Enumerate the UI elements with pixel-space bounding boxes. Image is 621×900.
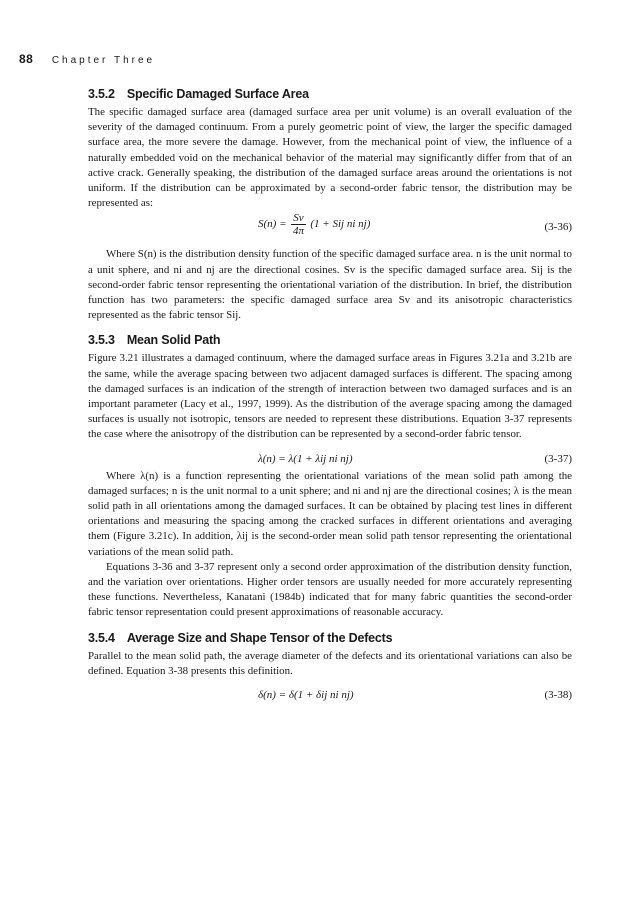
section-heading — [88, 333, 572, 347]
fraction-numerator: Sv — [293, 212, 304, 225]
running-header — [19, 50, 155, 68]
equation-number: (3-36) — [544, 221, 572, 234]
section-number: 3.5.3 — [88, 333, 115, 348]
equation-body: δ(n) = δ(1 + δij ni nj) — [258, 689, 354, 702]
equation-body — [258, 212, 370, 237]
equation-3-37 — [88, 443, 572, 469]
section-title: Average Size and Shape Tensor of the Defects — [126, 630, 393, 645]
fraction-denominator: 4π — [292, 225, 304, 238]
section-title: Mean Solid Path — [126, 333, 221, 348]
equation-number: (3-38) — [544, 689, 572, 702]
paragraph: Equations 3-36 and 3-37 represent only a second order approximation of the distribution density function, and the variation over orientations. Higher order tensors are usually needed for more accurately representing these functions. Nevertheless, Kanatani (1984b) indicated that for many fabric quantities the second-order fabric tensor representation could present approximations of reasonable accuracy. — [88, 560, 572, 619]
paragraph: Figure 3.21 illustrates a damaged continuum, where the damaged surface areas in Figures 3.21a and 3.21b are the same, while the average spacing between two adjacent damaged surfaces is different. The spacing among the damaged surfaces is an indication of the strength of interaction between two damaged surfaces and is an important parameter (Lacy et al., 1997, 1999). As the distribution of the average spacing among the damaged surfaces is usually not isotropic, tensors are needed to represent these distributions. Equation 3-37 represents the case where the anisotropy of the distribution can be represented by a second-order fabric tensor. — [88, 352, 572, 441]
page-body — [88, 87, 572, 705]
paragraph: Where λ(n) is a function representing the orientational variations of the mean solid path among the damaged surfaces; n is the unit normal to a unit sphere; and ni and nj are the directional cosines; λ is the mean solid path in all orientations among the damaged surfaces. It can be obtained by placing test lines in different orientations and measuring the spacing among the cracked surfaces in different orientations and averaging them (Figure 3.21c). In addition, λij is the second-order mean solid path tensor representing the orientational variations of the mean solid path. — [88, 469, 572, 558]
paragraph: The specific damaged surface area (damaged surface area per unit volume) is an overall evaluation of the severity of the damaged continuum. From a purely geometric point of view, the larger the specific damaged surface area, the more severe the damage. However, from the mechanical point of view, the influence of a naturally embedded void on the mechanical behavior of the material may significantly differ from that of an active crack. Generally speaking, the distribution of the damaged surface areas around the orientations is not uniform. If the distribution can be approximated by a second-order fabric tensor, the distribution may be represented as: — [88, 106, 572, 210]
chapter-title: Chapter Three — [51, 55, 156, 66]
equation-number: (3-37) — [544, 452, 572, 465]
section-number: 3.5.4 — [88, 630, 115, 645]
equation-lhs: S(n) = — [258, 218, 287, 231]
equation-3-38 — [88, 679, 572, 705]
paragraph: Where S(n) is the distribution density function of the specific damaged surface area. n is the unit normal to a unit sphere, and ni and nj are the directional cosines. Sv is the specific damaged surface area. Sij is the second-order fabric tensor representing the orientational variation of the distribution. In brief, the distribution function has two parameters: the specific damaged surface area Sv and its anisotropic characteristics represented as the fabric tensor Sij. — [88, 248, 572, 322]
equation-fraction — [291, 212, 305, 237]
section-heading — [88, 87, 572, 101]
page-number: 88 — [19, 52, 34, 66]
equation-3-36 — [88, 211, 572, 247]
section-heading — [88, 631, 572, 645]
section-number: 3.5.2 — [88, 87, 115, 101]
section-title: Specific Damaged Surface Area — [126, 87, 309, 101]
equation-body: λ(n) = λ(1 + λij ni nj) — [258, 452, 353, 465]
paragraph: Parallel to the mean solid path, the average diameter of the defects and its orientational variations can also be defined. Equation 3-38 presents this definition. — [88, 649, 572, 677]
equation-rhs: (1 + Sij ni nj) — [310, 218, 371, 231]
